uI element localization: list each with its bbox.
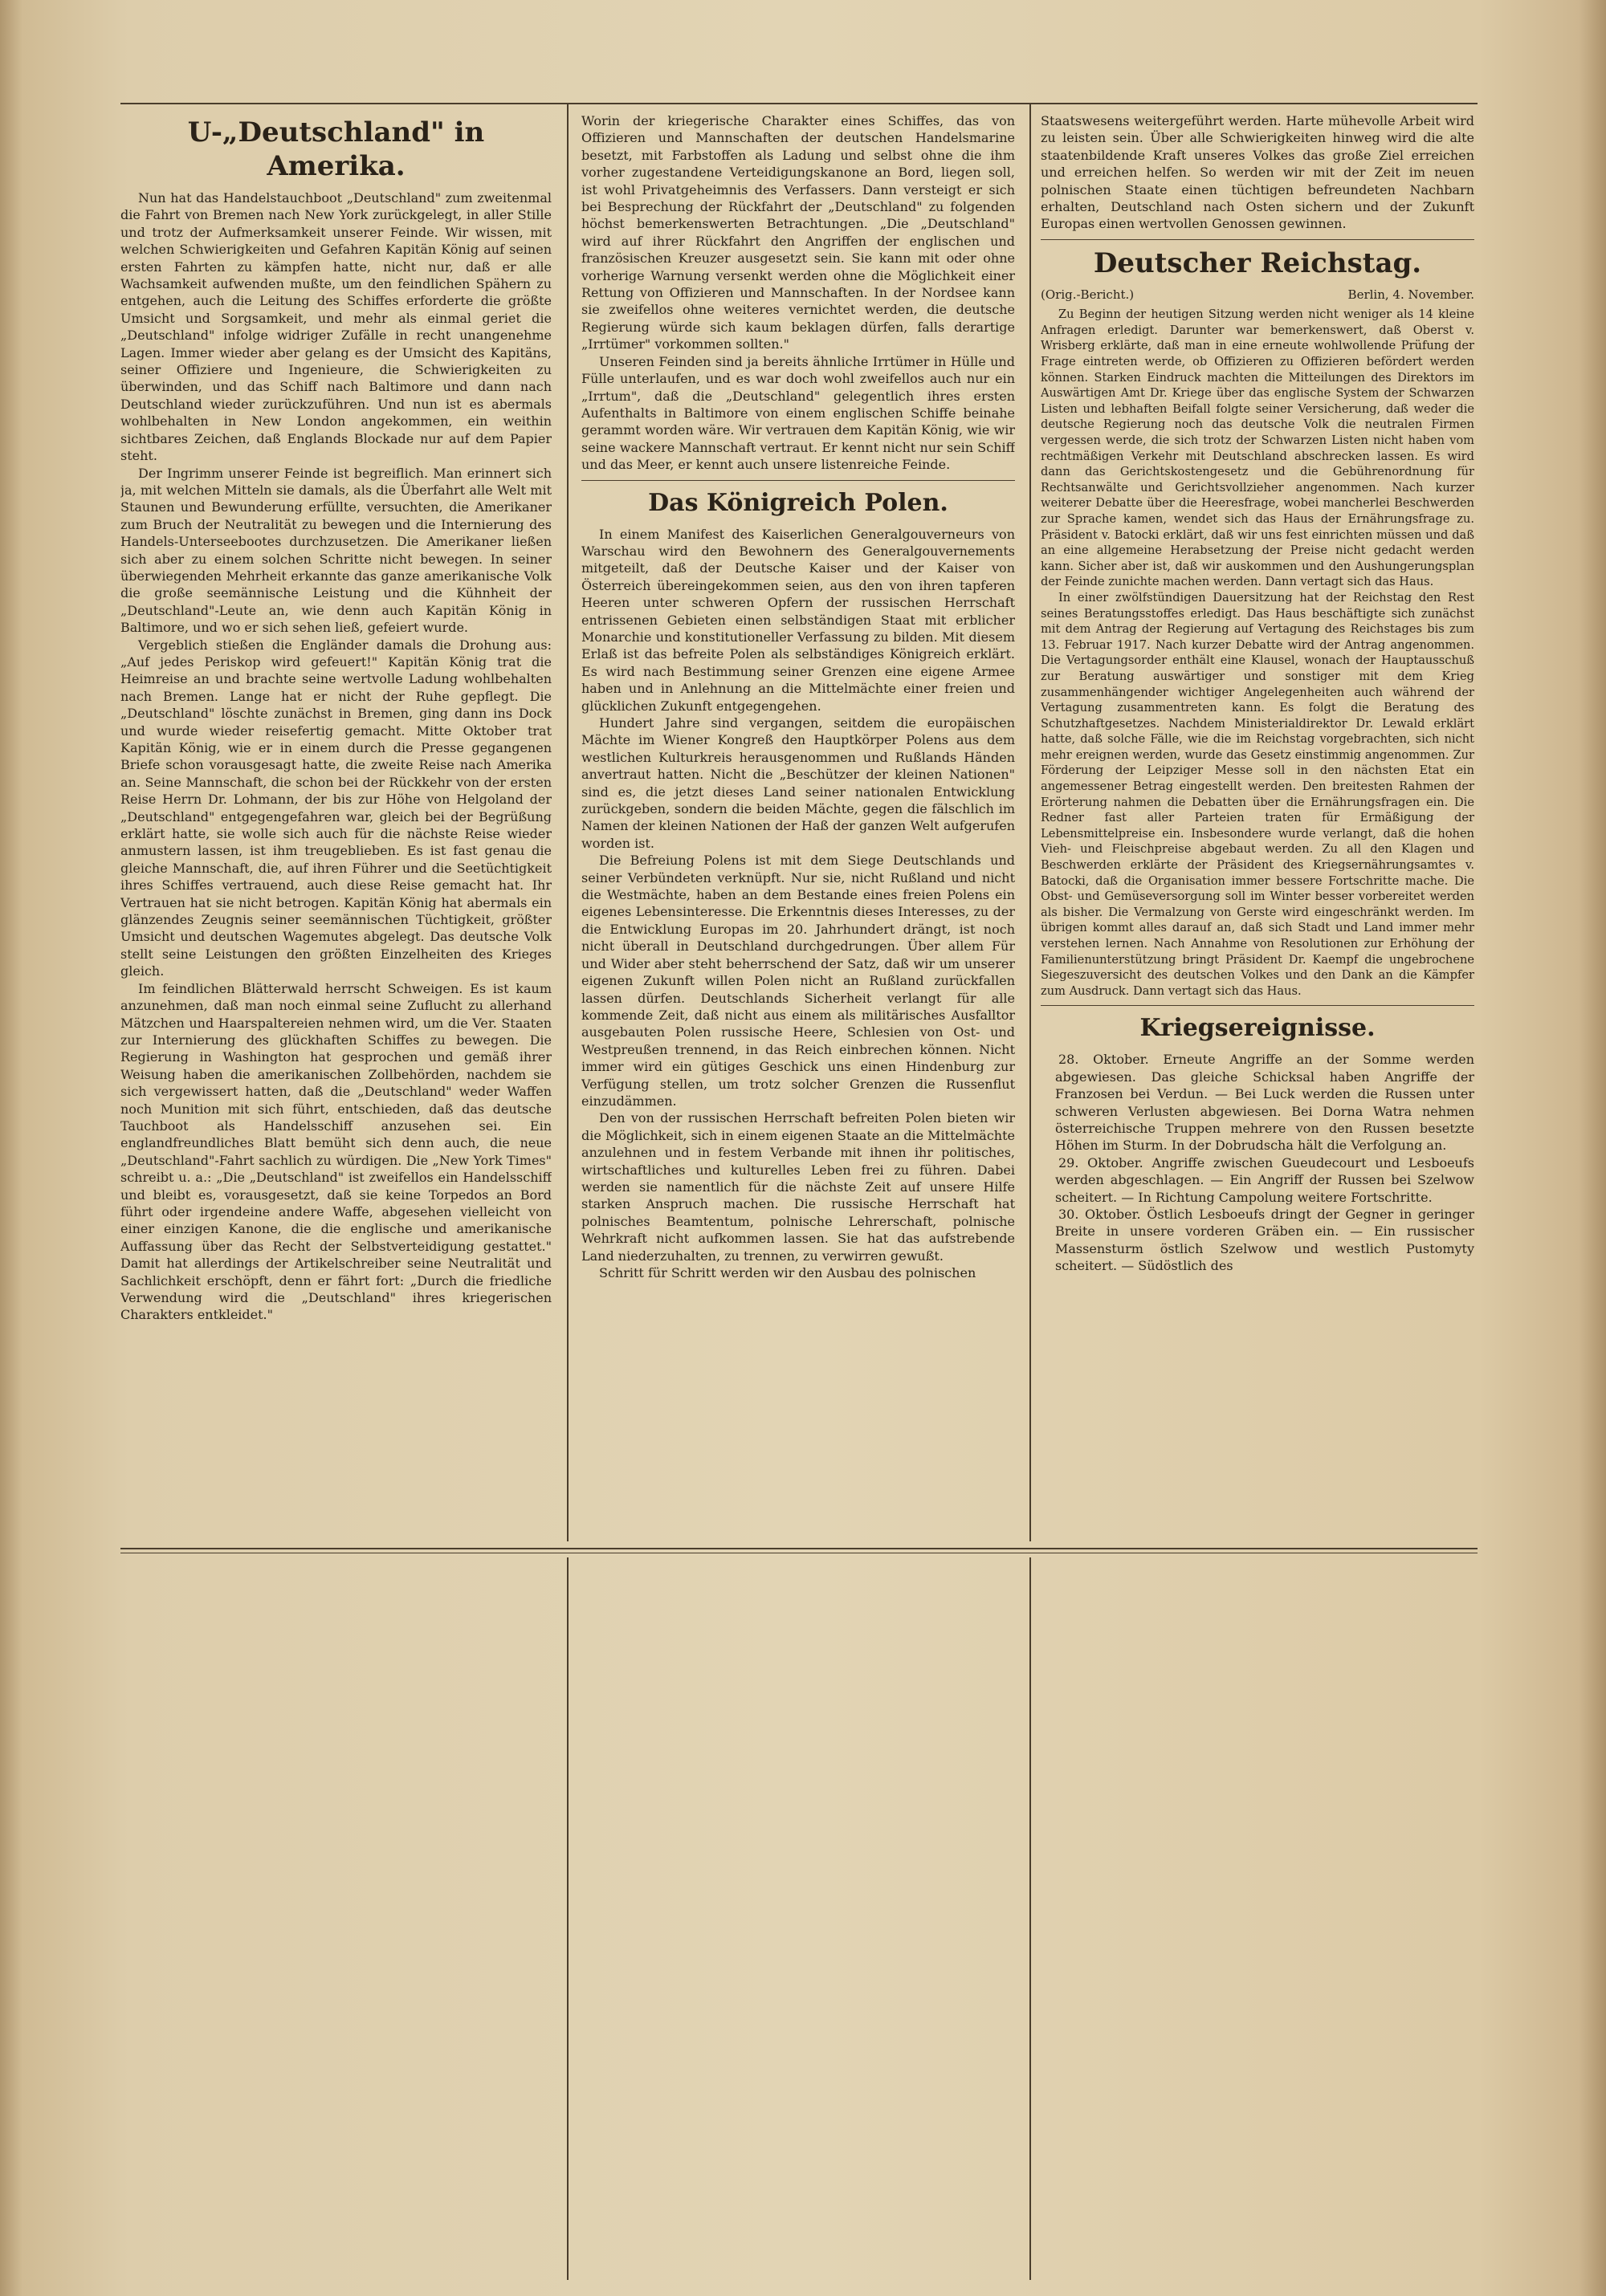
page-shadow-left <box>0 0 22 2296</box>
paragraph: Unseren Feinden sind ja bereits ähnliche Irrtümer in Hülle und Fülle unterlaufen, und es war doch wohl zweifellos auch nur ein „Irrtum", daß die „Deutschland" gelegentlich ihres ersten Aufenthalts in Baltimore von einem englischen Schiffe beinahe gerammt worden wäre. Wir vertrauen dem Kapitän König, wie wir seine wackere Mannschaft vertraut. Er kennt nicht nur sein Schiff und das Meer, er kennt auch unsere listenreiche Feinde. <box>581 353 1015 473</box>
paragraph: Der Ingrimm unserer Feinde ist begreiflich. Man erinnert sich ja, mit welchen Mitteln sie damals, als die Überfahrt alle Welt mit Staunen und Bewunderung erfüllte, versuchten, die Amerikaner zum Bruch der Neutralität zu bewegen und die Internierung des Handels-Unterseebootes durchzusetzen. Die Amerikaner ließen sich aber zu einem solchen Schritte nicht bewegen. In seiner überwiegenden Mehrheit erkannte das ganze amerikanische Volk die große seemännische Leistung und die Kühnheit der „Deutschland"-Leute an, wie denn auch Kapitän König in Baltimore, und wo er sich sehen ließ, gefeiert wurde. <box>120 465 552 636</box>
column-rule <box>567 104 569 1541</box>
page-shadow-right <box>1579 0 1606 2296</box>
paragraph: Nun hat das Handelstauchboot „Deutschland" zum zweitenmal die Fahrt von Bremen nach New York zurückgelegt, in aller Stille und trotz der Aufmerksamkeit unserer Feinde. Wir wissen, mit welchen Schwierigkeiten und Gefahren Kapitän König auf seinen ersten Fahrten zu kämpfen hatte, nicht nur, daß er alle Wachsamkeit aufwenden mußte, um den feindlichen Spähern zu entgehen, auch die Leitung des Schiffes erforderte die größte Umsicht und Sorgsamkeit, und mehr als einmal geriet die „Deutschland" infolge widriger Zufälle in recht unangenehme Lagen. Immer wieder aber gelang es der Umsicht des Kapitäns, seiner Offiziere und Ingenieure, die Schwierigkeiten zu überwinden, und das Schiff nach Baltimore und dann nach Deutschland wieder zurückzuführen. Und nun ist es abermals wohlbehalten in New London angekommen, ein weithin sichtbares Zeichen, daß Englands Blockade nur auf dem Papier steht. <box>120 190 552 464</box>
serial-novel-column <box>1041 1561 1474 2283</box>
article-u-deutschland <box>120 112 552 1533</box>
serial-novel-column <box>581 1561 1015 2283</box>
war-event <box>1041 1154 1474 1206</box>
column-rule <box>567 1557 569 2280</box>
event-text: Östlich Lesboeufs dringt der Gegner in geringer Breite in unsere vorderen Gräben ein. — Ein russischer Massensturm östlich Szelwow und westlich Pustomyty scheitert. — Südöstlich des <box>1055 1207 1474 1274</box>
feuilleton-rule <box>120 1548 1478 1549</box>
top-rule <box>120 103 1478 104</box>
war-event <box>1041 1051 1474 1154</box>
event-date: 28. Oktober. <box>1058 1052 1149 1068</box>
article-title: Das Königreich Polen. <box>648 488 948 517</box>
paragraph: Hundert Jahre sind vergangen, seitdem die europäischen Mächte im Wiener Kongreß den Hauptkörper Polens aus dem westlichen Kulturkreis herausgenommen und Rußlands Händen anvertraut hatten. Nicht die „Beschützer der kleinen Nationen" sind es, die jetzt dieses Land seiner nationalen Entwicklung zurückgeben, sondern die beiden Mächte, gegen die fälschlich im Namen der kleinen Nationen der Haß der ganzen Welt aufgerufen worden ist. <box>581 715 1015 851</box>
article-reichstag <box>1041 112 1474 1541</box>
event-date: 30. Oktober. <box>1058 1207 1141 1223</box>
article-koenigreich-polen <box>581 112 1015 1541</box>
paragraph: Schritt für Schritt werden wir den Ausbau des polnischen <box>599 1265 976 1280</box>
event-text: Angriffe zwischen Gueudecourt und Lesboeufs werden abgeschlagen. — Ein Angriff der Russen bei Szelwow scheitert. — In Richtung Campolung weitere Fortschritte. <box>1055 1154 1474 1205</box>
paragraph: Staatswesens weitergeführt werden. Harte mühevolle Arbeit wird zu leisten sein. Über alle Schwierigkeiten hinweg wird die alte staatenbildende Kraft unseres Volkes das große Ziel erreichen und erreichen helfen. So werden wir mit der Zeit im neuen polnischen Staate einen tüchtigen befreundeten Nachbarn erhalten, Deutschland nach Osten sichern und der Zukunft Europas einen wertvollen Genossen gewinnen. <box>1041 113 1474 232</box>
dateline <box>1041 287 1474 303</box>
article-title: Kriegsereignisse. <box>1139 1014 1376 1043</box>
paragraph: In einem Manifest des Kaiserlichen Generalgouverneurs von Warschau wird den Bewohnern des Generalgouvernements mitgeteilt, daß der Deutsche Kaiser und der Kaiser von Österreich übereingekommen seien, aus den von ihren tapferen Heeren unter schweren Opfern der russischen Herrschaft entrissenen Gebieten einen selbständigen Staat mit erblicher Monarchie und konstitutioneller Verfassung zu bilden. Mit diesem Erlaß ist das befreite Polen als selbständiges Königreich erklärt. Es wird nach Bestimmung seiner Grenzen eine eigene Armee haben und in Anlehnung an die Mittelmächte einer freien und glücklichen Zukunft entgegengehen. <box>581 526 1015 714</box>
event-date: 29. Oktober. <box>1058 1154 1143 1170</box>
article-title: U-„Deutschland" in Amerika. <box>187 116 485 182</box>
paragraph: Vergeblich stießen die Engländer damals die Drohung aus: „Auf jedes Periskop wird gefeuert!" Kapitän König trat die Heimreise an und brachte seine wertvolle Ladung wohlbehalten nach Bremen. Lange hat er nicht der Ruhe gepflegt. Die „Deutschland" löschte zunächst in Bremen, ging dann ins Dock und wurde wieder reisefertig gemacht. Mitte Oktober trat Kapitän König, wie er in einem durch die Presse gegangenen Briefe schon vorausgesagt hatte, die zweite Reise nach Amerika an. Seine Mannschaft, die schon bei der Rückkehr von der ersten Reise Herrn Dr. Lohmann, der bis zur Höhe von Helgoland der „Deutschland" entgegengefahren war, gleich bei der Begrüßung erklärt hatte, sie wolle sich auch für die nächste Reise wieder anmustern lassen, ist ihm treugeblieben. Es ist fast genau die gleiche Mannschaft, die, auf ihren Führer und die Seetüchtigkeit ihres Schiffes vertrauend, auch diese Reise gemacht hat. Ihr Vertrauen hat sie nicht betrogen. Kapitän König hat abermals ein glänzendes Zeugnis seiner seemännischen Tüchtigkeit, größter Umsicht und deutschen Wagemutes abgelegt. Das deutsche Volk stellt seine Leistungen den größten Einzelheiten des Krieges gleich. <box>120 637 552 979</box>
section-divider <box>1041 239 1474 240</box>
column-rule <box>1029 1557 1031 2280</box>
byline-date: Berlin, 4. November. <box>1347 287 1474 302</box>
paragraph: Die Befreiung Polens ist mit dem Siege Deutschlands und seiner Verbündeten verknüpft. Nur sie, nicht Rußland und nicht die Westmächte, haben an dem Bestande eines freien Polens ein eigenes Lebensinteresse. Die Erkenntnis dieses Interesses, zu der die Entwicklung Europas im 20. Jahrhundert drängt, ist noch nicht überall in Deutschland durchgedrungen. Über allem Für und Wider aber steht beherrschend der Satz, daß wir um unserer eigenen Zukunft willen Polen nicht an Rußland zurückfallen lassen dürfen. Deutschlands Sicherheit verlangt für alle kommende Zeit, daß nicht aus einem als militärisches Ausfalltor ausgebauten Polen russische Heere, Schlesien von Ost- und Westpreußen trennend, in das Reich einbrechen können. Nicht immer wird ein gütiges Geschick uns einen Hindenburg zur Verfügung stellen, um trotz solcher Grenzen die Russenflut einzudämmen. <box>581 853 1015 1109</box>
section-divider <box>1041 1005 1474 1006</box>
paragraph: Im feindlichen Blätterwald herrscht Schweigen. Es ist kaum anzunehmen, daß man noch einmal seine Zuflucht zu allerhand Mätzchen und Haarspaltereien nehmen wird, um die Ver. Staaten zur Internierung des glückhaften Schiffes zu bewegen. Die Regierung in Washington hat gesprochen und gemäß ihrer Weisung haben die amerikanischen Zollbehörden, nachdem sie sich vergewissert hatten, daß die „Deutschland" weder Waffen noch Munition mit sich führt, entschieden, daß das deutsche Tauchboot als Handelsschiff anzusehen sei. Ein englandfreundliches Blatt bemüht sich denn auch, die neue „Deutschland"-Fahrt sachlich zu würdigen. Die „New York Times" schreibt u. a.: „Die „Deutschland" ist zweifellos ein Handelsschiff und bleibt es, vorausgesetzt, daß sie keine Torpedos an Bord führt oder irgendeine andere Waffe, abgesehen vielleicht von einer einzigen Kanone, die die englische und amerikanische Auffassung über das Recht der Selbstverteidigung gestattet." Damit hat allerdings der Artikelschreiber seine Neutralität und Sachlichkeit erschöpft, denn er fährt fort: „Durch die friedliche Verwendung wird die „Deutschland" ihres kriegerischen Charakters entkleidet." <box>120 980 552 1323</box>
column-rule <box>1029 104 1031 1541</box>
article-title: Deutscher Reichstag. <box>1093 246 1422 279</box>
war-event <box>1041 1206 1474 1275</box>
section-divider <box>581 480 1015 481</box>
event-text: Erneute Angriffe an der Somme werden abgewiesen. Das gleiche Schicksal haben Angriffe der Franzosen bei Verdun. — Bei Luck werden die Russen unter schweren Verlusten abgewiesen. Bei Dorna Watra nehmen österreichische Truppen mehrere von den Russen besetzte Höhen im Sturm. In der Dobrudscha hält die Verfolgung an. <box>1055 1052 1474 1154</box>
serial-novel-column <box>120 1561 552 2283</box>
paragraph: Zu Beginn der heutigen Sitzung werden nicht weniger als 14 kleine Anfragen erledigt. Darunter war bemerkenswert, daß Oberst v. Wrisberg erklärte, daß man in eine erneute wohlwollende Prüfung der Frage eintreten werde, ob Offizieren zu Offizieren befördert werden können. Starken Eindruck machten die Mitteilungen des Direktors im Auswärtigen Amt Dr. Kriege über das englische System der Schwarzen Listen und lebhaften Beifall folgte seiner Versicherung, daß weder die deutsche Regierung noch das deutsche Volk die neutralen Firmen vergessen werde, die sich trotz der Schwarzen Listen nicht haben vom rechtmäßigen Verkehr mit Deutschland abschrecken lassen. Es wird dann das Gerichtskostengesetz und die Gebührenordnung für Rechtsanwälte und Gerichtsvollzieher angenommen. Nach kurzer weiterer Debatte über die Heeresfrage, wobei mancherlei Beschwerden zur Sprache kamen, wendet sich das Haus der Ernährungsfrage zu. Präsident v. Batocki erklärt, daß wir uns fest einrichten müssen und daß an eine allgemeine Herabsetzung der Preise nicht gedacht werden kann. Sicher aber ist, daß wir auskommen und den Aushungerungsplan der Feinde zunichte machen werden. Dann vertagt sich das Haus. <box>1041 307 1474 589</box>
paragraph: Den von der russischen Herrschaft befreiten Polen bieten wir die Möglichkeit, sich in einem eigenen Staate an die Mittelmächte anzulehnen und in festem Verbande mit ihnen ihr politisches, wirtschaftliches und kulturelles Leben frei zu führen. Dabei werden sie namentlich für die nächste Zeit auf unsere Hilfe starken Anspruch machen. Die russische Herrschaft hat polnisches Beamtentum, polnische Lehrerschaft, polnische Wehrkraft nicht aufkommen lassen. Sie hat das aufstrebende Land niederzuhalten, zu trennen, zu verwirren gewußt. <box>581 1110 1015 1264</box>
paragraph: Worin der kriegerische Charakter eines Schiffes, das von Offizieren und Mannschaften der deutschen Handelsmarine besetzt, mit Farbstoffen als Ladung und selbst ohne die ihm vorher zugestandene Verteidigungskanone an Bord, liegen soll, ist wohl Privatgeheimnis des Verfassers. Dann versteigt er sich bei Besprechung der Rückfahrt der „Deutschland" zu folgenden höchst bemerkenswerten Betrachtungen. „Die „Deutschland" wird auf ihrer Rückfahrt den Angriffen der englischen und französischen Kreuzer ausgesetzt sein. Sie kann mit oder ohne vorherige Warnung versenkt werden ohne die Möglichkeit einer Rettung von Offizieren und Mannschaften. In der Nordsee kann sie zweifellos ohne weiteres vernichtet werden, die deutsche Regierung würde sich kaum beklagen dürfen, falls derartige „Irrtümer" vorkommen sollten." <box>581 113 1015 352</box>
byline-source: (Orig.-Bericht.) <box>1041 287 1135 302</box>
paragraph: In einer zwölfstündigen Dauersitzung hat der Reichstag den Rest seines Beratungsstoffes erledigt. Das Haus beschäftigte sich zunächst mit dem Antrag der Regierung auf Vertagung des Reichstages bis zum 13. Februar 1917. Nach kurzer Debatte wird der Antrag angenommen. Die Vertagungsorder enthält eine Klausel, wonach der Hauptausschuß zur Beratung auswärtiger und sonstiger mit dem Krieg zusammenhängender wichtiger Angelegenheiten auch während der Vertagung zusammentreten kann. Es folgt die Beratung des Schutzhaftgesetzes. Nachdem Ministerialdirektor Dr. Lewald erklärt hatte, daß solche Fälle, wie die im Reichstag vorgebrachten, sich nicht mehr ereignen werden, wurde das Gesetz einstimmig angenommen. Zur Förderung der Leipziger Messe soll in den nächsten Etat ein angemessener Betrag eingestellt werden. Den breitesten Rahmen der Erörterung nahmen die Debatten über die Ernährungsfragen ein. Die Redner fast aller Parteien traten für Ermäßigung der Lebensmittelpreise ein. Insbesondere wurde verlangt, daß die hohen Vieh- und Fleischpreise abgebaut werden. Zu all den Klagen und Beschwerden erklärte der Präsident des Kriegsernährungsamtes v. Batocki, daß die Organisation immer bessere Fortschritte mache. Die Obst- und Gemüseversorgung soll im Winter besser vorbereitet werden als bisher. Die Vermalzung von Gerste wird eingeschränkt werden. Im übrigen kommt alles darauf an, daß sich Stadt und Land immer mehr verstehen lernen. Nach Annahme von Resolutionen zur Erhöhung der Familienunterstützung bringt Präsident Dr. Kaempf die ungebrochene Siegeszuversicht des deutschen Volkes und den Dank an die Kämpfer zum Ausdruck. Dann vertagt sich das Haus. <box>1041 590 1474 998</box>
